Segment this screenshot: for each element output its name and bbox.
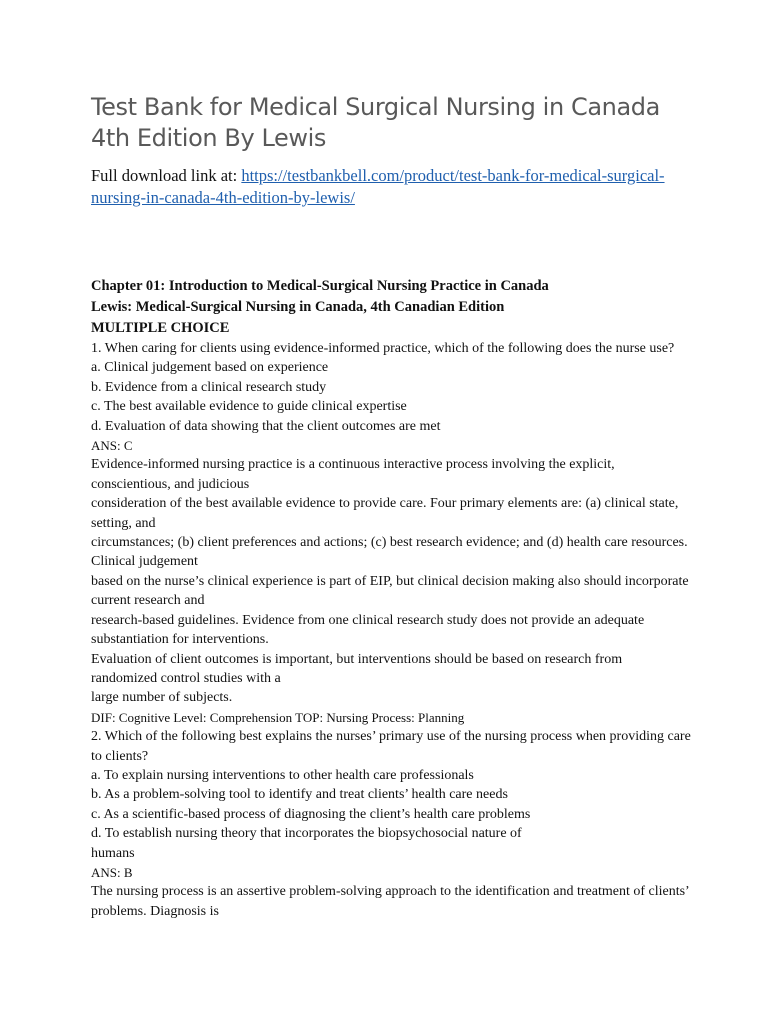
question-1-meta: DIF: Cognitive Level: Comprehension TOP: Nursing Process: Planning: [91, 709, 465, 725]
question-1-rationale-line: Evidence-informed nursing practice is a continuous interactive process involving the explicit, conscientious, and judicious: [91, 457, 615, 492]
question-1-rationale-line: based on the nurse’s clinical experience is part of EIP, but clinical decision making also should incorporate current research and: [91, 573, 689, 609]
question-1-option-d: d. Evaluation of data showing that the client outcomes are met: [91, 418, 441, 434]
question-1-answer: ANS: C: [91, 438, 133, 454]
question-2: 2. Which of the following best explains the nurses’ primary use of the nursing process when providing care to clients?: [91, 729, 691, 764]
chapter-heading: Chapter 01: Introduction to Medical-Surgical Nursing Practice in Canada: [91, 278, 549, 294]
question-2-rationale-line: The nursing process is an assertive problem-solving approach to the identification and treatment of clients’ problems. Diagnosis is: [91, 884, 689, 919]
question-2-option-c: c. As a scientific-based process of diagnosing the client’s health care problems: [91, 806, 531, 822]
download-link[interactable]: https://testbankbell.com/product/test-bank-for-medical-surgical-nursing-in-canada-4th-edition-by-lewis/: [91, 166, 665, 207]
question-1: 1. When caring for clients using evidence-informed practice, which of the following does the nurse use?: [91, 341, 675, 356]
download-line: [91, 165, 691, 209]
document-body: [91, 276, 691, 921]
question-2-answer: ANS: B: [91, 864, 133, 880]
question-1-rationale-line: circumstances; (b) client preferences and actions; (c) best research evidence; and (d) health care resources. Clinical judgement: [91, 535, 688, 570]
question-1-option-c: c. The best available evidence to guide clinical expertise: [91, 399, 407, 415]
question-2-option-d-continued: humans: [91, 845, 135, 861]
question-1-rationale-line: consideration of the best available evidence to provide care. Four primary elements are: (a) clinical state, setting, and: [91, 496, 679, 531]
page-title: Test Bank for Medical Surgical Nursing in Canada 4th Edition By Lewis: [91, 93, 660, 152]
question-2-option-a: a. To explain nursing interventions to other health care professionals: [91, 767, 474, 783]
question-1-option-b: b. Evidence from a clinical research study: [91, 379, 327, 395]
section-heading: MULTIPLE CHOICE: [91, 320, 230, 336]
question-2-option-d: d. To establish nursing theory that incorporates the biopsychosocial nature of: [91, 826, 522, 842]
book-heading: Lewis: Medical-Surgical Nursing in Canada, 4th Canadian Edition: [91, 299, 505, 315]
question-1-rationale-line: research-based guidelines. Evidence from one clinical research study does not provide an adequate substantiation for interventions.: [91, 612, 645, 648]
question-1-rationale-line: large number of subjects.: [91, 690, 233, 706]
question-1-rationale-line: Evaluation of client outcomes is important, but interventions should be based on research from randomized control studies with a: [91, 651, 623, 686]
question-1-option-a: a. Clinical judgement based on experience: [91, 360, 329, 376]
download-label: Full download link at:: [91, 166, 242, 185]
question-2-option-b: b. As a problem-solving tool to identify and treat clients’ health care needs: [91, 787, 508, 803]
